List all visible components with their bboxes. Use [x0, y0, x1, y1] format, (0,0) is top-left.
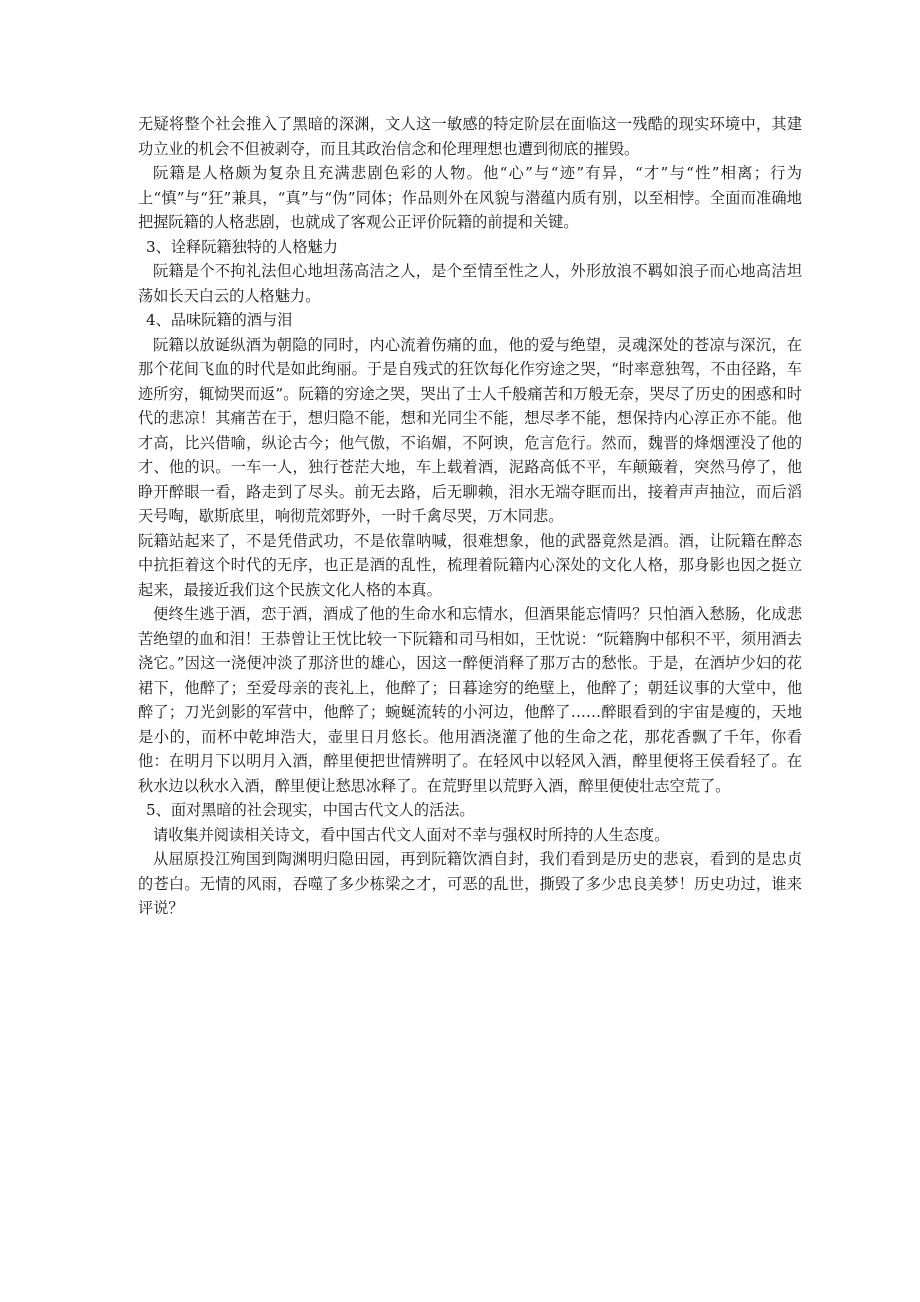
paragraph-rise-with-wine: 阮籍站起来了，不是凭借武功，不是依靠呐喊，很难想象，他的武器竟然是酒。酒，让阮籍在醉态中抗拒着这个时代的无序，也正是酒的乱性，梳理着阮籍内心深处的文化人格，那身影也因之挺立起来，最接近我们这个民族文化人格的本真。 — [138, 531, 802, 599]
paragraph-charm: 阮籍是个不拘礼法但心地坦荡高洁之人，是个至情至性之人，外形放浪不羁如浪子而心地高洁坦荡如长天白云的人格魅力。 — [138, 262, 802, 305]
section-heading-5: 5、面对黑暗的社会现实，中国古代文人的活法。 — [146, 801, 475, 819]
paragraph-task: 请收集并阅读相关诗文，看中国古代文人面对不幸与强权时所持的人生态度。 — [153, 825, 670, 844]
document-body — [138, 112, 802, 921]
paragraph-ruanji-personality: 阮籍是人格颇为复杂且充满悲剧色彩的人物。他“心”与“迹”有异，“才”与“性”相离；行为上“慎”与“狂”兼具，“真”与“伪”同体；作品则外在风貌与潜蕴内质有别，以至相悖。全面而准确地把握阮籍的人格悲剧，也就成了客观公正评价阮籍的前提和关键。 — [138, 164, 802, 231]
paragraph-conclusion: 从屈原投江殉国到陶渊明归隐田园，再到阮籍饮酒自封，我们看到是历史的悲哀，看到的是忠贞的苍白。无情的风雨，吞噬了多少栋梁之才，可恶的乱世，撕毁了多少忠良美梦！历史功过，谁来评说？ — [138, 850, 802, 917]
paragraph-drunk: 便终生逃于酒，恋于酒，酒成了他的生命水和忘情水，但酒果能忘情吗？只怕酒入愁肠，化成悲苦绝望的血和泪！王恭曾让王忱比较一下阮籍和司马相如，王忱说：“阮籍胸中郁积不平，须用酒去浇它。”因这一浇便冲淡了那济世的雄心，因这一醉便消释了那万古的愁怅。于是，在酒垆少妇的花裙下，他醉了；至爱母亲的丧礼上，他醉了；日暮途穷的绝壁上，他醉了；朝廷议事的大堂中，他醉了；刀光剑影的军营中，他醉了；蜿蜒流转的小河边，他醉了……醉眼看到的宇宙是瘦的，天地是小的，而杯中乾坤浩大，壶里日月悠长。他用酒浇灌了他的生命之花，那花香飘了千年，你看他：在明月下以明月入酒，醉里便把世情辨明了。在轻风中以轻风入酒，醉里便将王侯看轻了。在秋水边以秋水入酒，醉里便让愁思冰释了。在荒野里以荒野入酒，醉里便使壮志空荒了。 — [138, 605, 802, 795]
paragraph-intro-continued: 无疑将整个社会推入了黑暗的深渊，文人这一敏感的特定阶层在面临这一残酷的现实环境中，其建功立业的机会不但被剥夺，而且其政治信念和伦理理想也遭到彻底的摧毁。 — [138, 115, 802, 158]
section-heading-3: 3、诠释阮籍独特的人格魅力 — [146, 237, 338, 256]
paragraph-wine-and-tears: 阮籍以放诞纵酒为朝隐的同时，内心流着伤痛的血，他的爱与绝望，灵魂深处的苍凉与深沉，在那个花间飞血的时代是如此绚丽。于是自残式的狂饮每化作穷途之哭，“时率意独驾，不由径路，车迹所穷，辄恸哭而返”。阮籍的穷途之哭，哭出了士人千般痛苦和万般无奈，哭尽了历史的困惑和时代的悲凉！其痛苦在于，想归隐不能，想和光同尘不能，想尽孝不能，想保持内心淳正亦不能。他才高，比兴借喻，纵论古今；他气傲，不谄媚，不阿谀，危言危行。然而，魏晋的烽烟湮没了他的才、他的识。一车一人，独行苍茫大地，车上载着酒，泥路高低不平，车颠簸着，突然马停了，他睁开醉眼一看，路走到了尽头。前无去路，后无聊赖，泪水无端夺眶而出，接着声声抽泣，而后滔天号啕，歇斯底里，响彻荒郊野外，一时千禽尽哭，万木同悲。 — [138, 335, 802, 525]
section-heading-4: 4、品味阮籍的酒与泪 — [146, 311, 293, 329]
